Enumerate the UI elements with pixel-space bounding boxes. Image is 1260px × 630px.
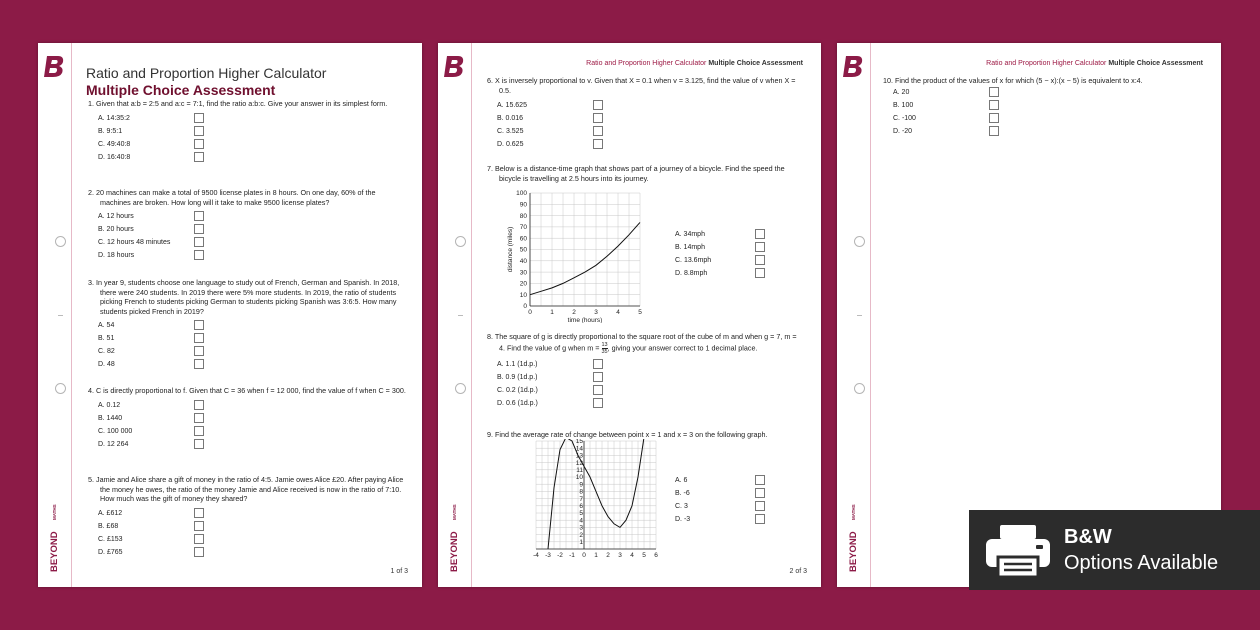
answer-checkbox[interactable] <box>755 229 765 239</box>
answer-option <box>893 99 1203 112</box>
x-tick-label: 0 <box>528 309 532 316</box>
answer-checkbox[interactable] <box>194 139 204 149</box>
punch-hole <box>55 383 66 394</box>
punch-hole <box>455 383 466 394</box>
x-tick-label: 4 <box>616 309 620 316</box>
punch-hole <box>854 236 865 247</box>
option-label: A. 14:35:2 <box>98 114 130 122</box>
answer-option <box>98 319 406 332</box>
option-label: D. 0.625 <box>497 141 524 149</box>
question-1 <box>88 99 406 164</box>
svg-text:MATHS: MATHS <box>52 504 57 520</box>
y-tick-label: 11 <box>576 467 583 474</box>
answer-option <box>497 112 803 125</box>
question-9-options <box>665 474 795 526</box>
bw-options-banner <box>969 510 1260 590</box>
option-label: B. 51 <box>98 335 115 343</box>
y-tick-label: 5 <box>579 510 583 518</box>
answer-option <box>497 358 803 371</box>
answer-checkbox[interactable] <box>593 372 603 382</box>
answer-option <box>675 474 795 487</box>
y-tick-label: 30 <box>519 269 527 277</box>
option-label: B. 0.9 (1d.p.) <box>497 373 538 381</box>
x-tick-label: 2 <box>572 309 576 316</box>
answer-checkbox[interactable] <box>593 139 603 149</box>
option-label: A. 12 hours <box>98 213 134 221</box>
option-label: C. 49:40:8 <box>98 140 131 148</box>
question-7 <box>487 164 803 183</box>
option-label: D. 12 264 <box>98 440 129 448</box>
answer-checkbox[interactable] <box>755 242 765 252</box>
question-text: 7. Below is a distance-time graph that shows part of a journey of a bicycle. Find the speed the bicycle is travelling at 2.5 hours into its journey. <box>487 164 785 183</box>
answer-option <box>98 249 406 262</box>
y-tick-label: 10 <box>575 474 583 482</box>
answer-checkbox[interactable] <box>989 126 999 136</box>
answer-option <box>98 345 406 358</box>
answer-option <box>98 223 406 236</box>
option-label: C. 3.525 <box>497 128 524 136</box>
option-label: A. 54 <box>98 322 115 330</box>
question-3 <box>88 278 406 371</box>
answer-option <box>98 412 406 425</box>
question-2 <box>88 188 406 262</box>
y-tick-label: 14 <box>575 445 583 453</box>
answer-option <box>675 487 795 500</box>
option-label: D. 48 <box>98 361 115 369</box>
x-tick-label: 4 <box>630 552 634 559</box>
answer-checkbox[interactable] <box>194 346 204 356</box>
svg-text:BEYOND: BEYOND <box>449 531 460 572</box>
answer-option <box>98 236 406 249</box>
option-label: C. 13.6mph <box>675 257 712 264</box>
option-label: A. 15.625 <box>497 102 527 110</box>
answer-option <box>497 371 803 384</box>
fold-mark <box>458 315 463 316</box>
x-tick-label: 2 <box>606 552 610 559</box>
answer-option <box>675 267 795 280</box>
beyond-maths-brand <box>444 484 464 574</box>
banner-subtitle: Options Available <box>1064 552 1219 574</box>
punch-hole <box>55 236 66 247</box>
question-text: 4. C is directly proportional to f. Given that C = 36 when f = 12 000, find the value of f when C = 300. <box>88 386 406 395</box>
x-tick-label: -4 <box>533 552 539 559</box>
question-6 <box>487 76 803 151</box>
answer-checkbox[interactable] <box>755 514 765 524</box>
option-label: D. -3 <box>675 516 691 523</box>
question-text: 8. The square of g is directly proportional to the square root of the cube of m and when g = 7, m = 4. Find the value of g when m = $\frac{13}{35}$ , giving your answer correct to 1 decimal place. <box>487 332 797 355</box>
y-tick-label: 20 <box>519 280 527 288</box>
fold-mark <box>58 315 63 316</box>
answer-checkbox[interactable] <box>593 398 603 408</box>
answer-checkbox[interactable] <box>194 126 204 136</box>
answer-option <box>98 507 406 520</box>
x-tick-label: -3 <box>545 552 551 559</box>
y-axis-label: distance (miles) <box>507 226 514 273</box>
x-tick-label: -2 <box>557 552 563 559</box>
answer-option <box>98 533 406 546</box>
answer-option <box>98 332 406 345</box>
answer-checkbox[interactable] <box>593 100 603 110</box>
question-4 <box>88 386 406 451</box>
y-tick-label: 8 <box>579 488 583 496</box>
y-tick-label: 12 <box>575 459 583 467</box>
option-label: D. 16:40:8 <box>98 153 131 161</box>
option-label: C. 0.2 (1d.p.) <box>497 386 538 394</box>
answer-option <box>98 546 406 559</box>
y-tick-label: 60 <box>519 235 527 243</box>
option-label: B. £68 <box>98 522 119 530</box>
y-tick-label: 10 <box>519 291 527 299</box>
answer-option <box>98 138 406 151</box>
question-7-options <box>665 228 795 280</box>
answer-option <box>497 138 803 151</box>
answer-checkbox[interactable] <box>194 400 204 410</box>
answer-checkbox[interactable] <box>755 255 765 265</box>
answer-checkbox[interactable] <box>194 113 204 123</box>
question-10 <box>883 76 1203 138</box>
answer-checkbox[interactable] <box>194 439 204 449</box>
answer-checkbox[interactable] <box>593 113 603 123</box>
page-header: Ratio and Proportion Higher Calculator Multiple Choice Assessment <box>586 60 803 67</box>
answer-checkbox[interactable] <box>194 250 204 260</box>
y-tick-label: 50 <box>519 246 527 254</box>
question-text: 5. Jamie and Alice share a gift of money in the ratio of 4:5. Jamie owes Alice £20. After paying Alice the money he owes, the ratio of the money Jamie and Alice received is now in the ratio of 7:10. How much was the gift of money they shared? <box>88 475 404 504</box>
y-tick-label: 2 <box>579 531 583 539</box>
y-tick-label: 6 <box>579 503 583 510</box>
option-label: C. 82 <box>98 348 115 356</box>
question-text: 10. Find the product of the values of x for which (5 − x):(x − 5) is equivalent to x:4. <box>883 76 1143 85</box>
answer-option <box>497 397 803 410</box>
question-text: 6. X is inversely proportional to v. Given that X = 0.1 when v = 3.125, find the value of v when X = 0.5. <box>487 76 796 95</box>
answer-checkbox[interactable] <box>593 126 603 136</box>
worksheet-title: Ratio and Proportion Higher Calculator <box>86 65 327 81</box>
y-tick-label: 40 <box>519 258 527 265</box>
option-label: A. 20 <box>893 88 910 96</box>
answer-checkbox[interactable] <box>755 488 765 498</box>
answer-option <box>497 99 803 112</box>
margin-line <box>471 43 472 587</box>
option-label: D. 0.6 (1d.p.) <box>497 399 538 407</box>
option-label: C. £153 <box>98 535 123 543</box>
y-tick-label: 9 <box>579 481 583 489</box>
worksheet-page-3 <box>837 43 1221 587</box>
svg-text:MATHS: MATHS <box>452 504 457 520</box>
y-tick-label: 1 <box>579 539 583 546</box>
answer-checkbox[interactable] <box>194 359 204 369</box>
option-label: B. 14mph <box>675 244 705 251</box>
answer-checkbox[interactable] <box>989 87 999 97</box>
answer-option <box>675 500 795 513</box>
answer-checkbox[interactable] <box>593 359 603 369</box>
beyond-logo-icon <box>44 54 66 78</box>
question-text: 2. 20 machines can make a total of 9500 license plates in 8 hours. On one day, 60% of the machines are broken. How long will it take to make 9500 license plates? <box>88 188 376 207</box>
x-tick-label: -1 <box>569 552 575 559</box>
y-tick-label: 3 <box>579 524 583 532</box>
option-label: B. -6 <box>675 490 690 497</box>
answer-option <box>893 125 1203 138</box>
beyond-maths-brand <box>44 484 64 574</box>
option-label: D. 18 hours <box>98 252 135 260</box>
answer-checkbox[interactable] <box>989 100 999 110</box>
y-tick-label: 80 <box>519 212 527 220</box>
option-label: A. 6 <box>675 477 688 484</box>
y-tick-label: 7 <box>579 495 583 503</box>
option-label: A. 1.1 (1d.p.) <box>497 360 538 368</box>
x-tick-label: 5 <box>642 552 646 559</box>
x-axis-label: time (hours) <box>567 317 603 323</box>
answer-checkbox[interactable] <box>194 534 204 544</box>
fold-mark <box>857 315 862 316</box>
y-tick-label: 15 <box>575 439 583 446</box>
answer-option <box>675 254 795 267</box>
answer-checkbox[interactable] <box>989 113 999 123</box>
answer-checkbox[interactable] <box>194 152 204 162</box>
fraction: $\frac{13}{35}$ <box>601 341 608 355</box>
punch-hole <box>455 236 466 247</box>
answer-checkbox[interactable] <box>194 413 204 423</box>
answer-option <box>98 112 406 125</box>
option-label: D. £765 <box>98 548 123 556</box>
answer-checkbox[interactable] <box>194 237 204 247</box>
x-tick-label: 3 <box>594 309 598 316</box>
option-label: D. 8.8mph <box>675 270 708 277</box>
answer-checkbox[interactable] <box>194 320 204 330</box>
answer-option <box>98 358 406 371</box>
answer-checkbox[interactable] <box>194 521 204 531</box>
question-text: 3. In year 9, students choose one language to study out of French, German and Spanish. In 2018, there were 240 students. In 2019 there were 5% more students. In 2019, the ratio of students picking French to students picking German to students picking Spanish was 3:6:5. How many students picked French in 2019? <box>88 278 400 316</box>
option-label: B. 100 <box>893 101 914 109</box>
answer-checkbox[interactable] <box>755 475 765 485</box>
worksheet-page-1 <box>38 43 422 587</box>
printer-icon <box>984 523 1052 579</box>
answer-checkbox[interactable] <box>194 211 204 221</box>
option-label: C. 12 hours 48 minutes <box>98 239 171 247</box>
answer-option <box>893 112 1203 125</box>
x-tick-label: 0 <box>582 552 586 559</box>
answer-option <box>497 125 803 138</box>
answer-option <box>893 86 1203 99</box>
y-tick-label: 90 <box>519 201 527 209</box>
answer-option <box>98 210 406 223</box>
option-label: A. £612 <box>98 509 123 517</box>
y-tick-label: 13 <box>575 452 583 460</box>
answer-checkbox[interactable] <box>755 268 765 278</box>
question-text: 1. Given that a:b = 2:5 and a:c = 7:1, find the ratio a:b:c. Give your answer in its simplest form. <box>88 99 388 108</box>
punch-hole <box>854 383 865 394</box>
option-label: C. 3 <box>675 503 688 510</box>
svg-text:MATHS: MATHS <box>851 504 856 520</box>
cubic-function-graph <box>526 439 666 563</box>
x-tick-label: 5 <box>638 309 642 316</box>
x-tick-label: 3 <box>618 552 622 559</box>
answer-option <box>98 399 406 412</box>
y-tick-label: 0 <box>523 303 527 311</box>
option-label: B. 20 hours <box>98 226 134 234</box>
answer-checkbox[interactable] <box>755 501 765 511</box>
beyond-logo-icon <box>444 54 466 78</box>
question-8 <box>487 332 803 410</box>
svg-text:BEYOND: BEYOND <box>49 531 60 572</box>
answer-checkbox[interactable] <box>194 547 204 557</box>
answer-option <box>98 520 406 533</box>
page-number: 1 of 3 <box>390 568 408 575</box>
option-label: B. 9:5:1 <box>98 127 123 135</box>
answer-checkbox[interactable] <box>194 508 204 518</box>
worksheet-subtitle: Multiple Choice Assessment <box>86 82 276 98</box>
beyond-logo-icon <box>843 54 865 78</box>
option-label: D. -20 <box>893 127 913 135</box>
answer-option <box>675 513 795 526</box>
page-number: 2 of 3 <box>789 568 807 575</box>
y-tick-label: 70 <box>519 224 527 232</box>
margin-line <box>870 43 871 587</box>
answer-option <box>675 241 795 254</box>
answer-option <box>98 425 406 438</box>
answer-checkbox[interactable] <box>194 333 204 343</box>
x-tick-label: 6 <box>654 552 658 559</box>
beyond-maths-brand <box>843 484 863 574</box>
option-label: A. 34mph <box>675 231 705 238</box>
option-label: A. 0.12 <box>98 401 121 409</box>
option-label: B. 0.016 <box>497 115 524 123</box>
margin-line <box>71 43 72 587</box>
answer-option <box>98 438 406 451</box>
page-header: Ratio and Proportion Higher Calculator Multiple Choice Assessment <box>986 60 1203 67</box>
answer-checkbox[interactable] <box>593 385 603 395</box>
question-5 <box>88 475 406 559</box>
x-tick-label: 1 <box>594 552 598 559</box>
answer-checkbox[interactable] <box>194 426 204 436</box>
x-tick-label: 1 <box>550 309 554 316</box>
answer-checkbox[interactable] <box>194 224 204 234</box>
answer-option <box>98 125 406 138</box>
banner-title: B&W <box>1064 526 1112 548</box>
distance-time-graph <box>506 189 651 323</box>
y-tick-label: 100 <box>516 190 527 198</box>
question-text: 9. Find the average rate of change between point x = 1 and x = 3 on the following graph. <box>487 430 768 439</box>
worksheet-page-2 <box>438 43 821 587</box>
option-label: C. 100 000 <box>98 427 133 435</box>
option-label: B. 1440 <box>98 414 123 422</box>
svg-text:BEYOND: BEYOND <box>848 531 859 572</box>
answer-option <box>497 384 803 397</box>
answer-option <box>98 151 406 164</box>
option-label: C. -100 <box>893 114 916 122</box>
y-tick-label: 4 <box>579 517 583 525</box>
answer-option <box>675 228 795 241</box>
